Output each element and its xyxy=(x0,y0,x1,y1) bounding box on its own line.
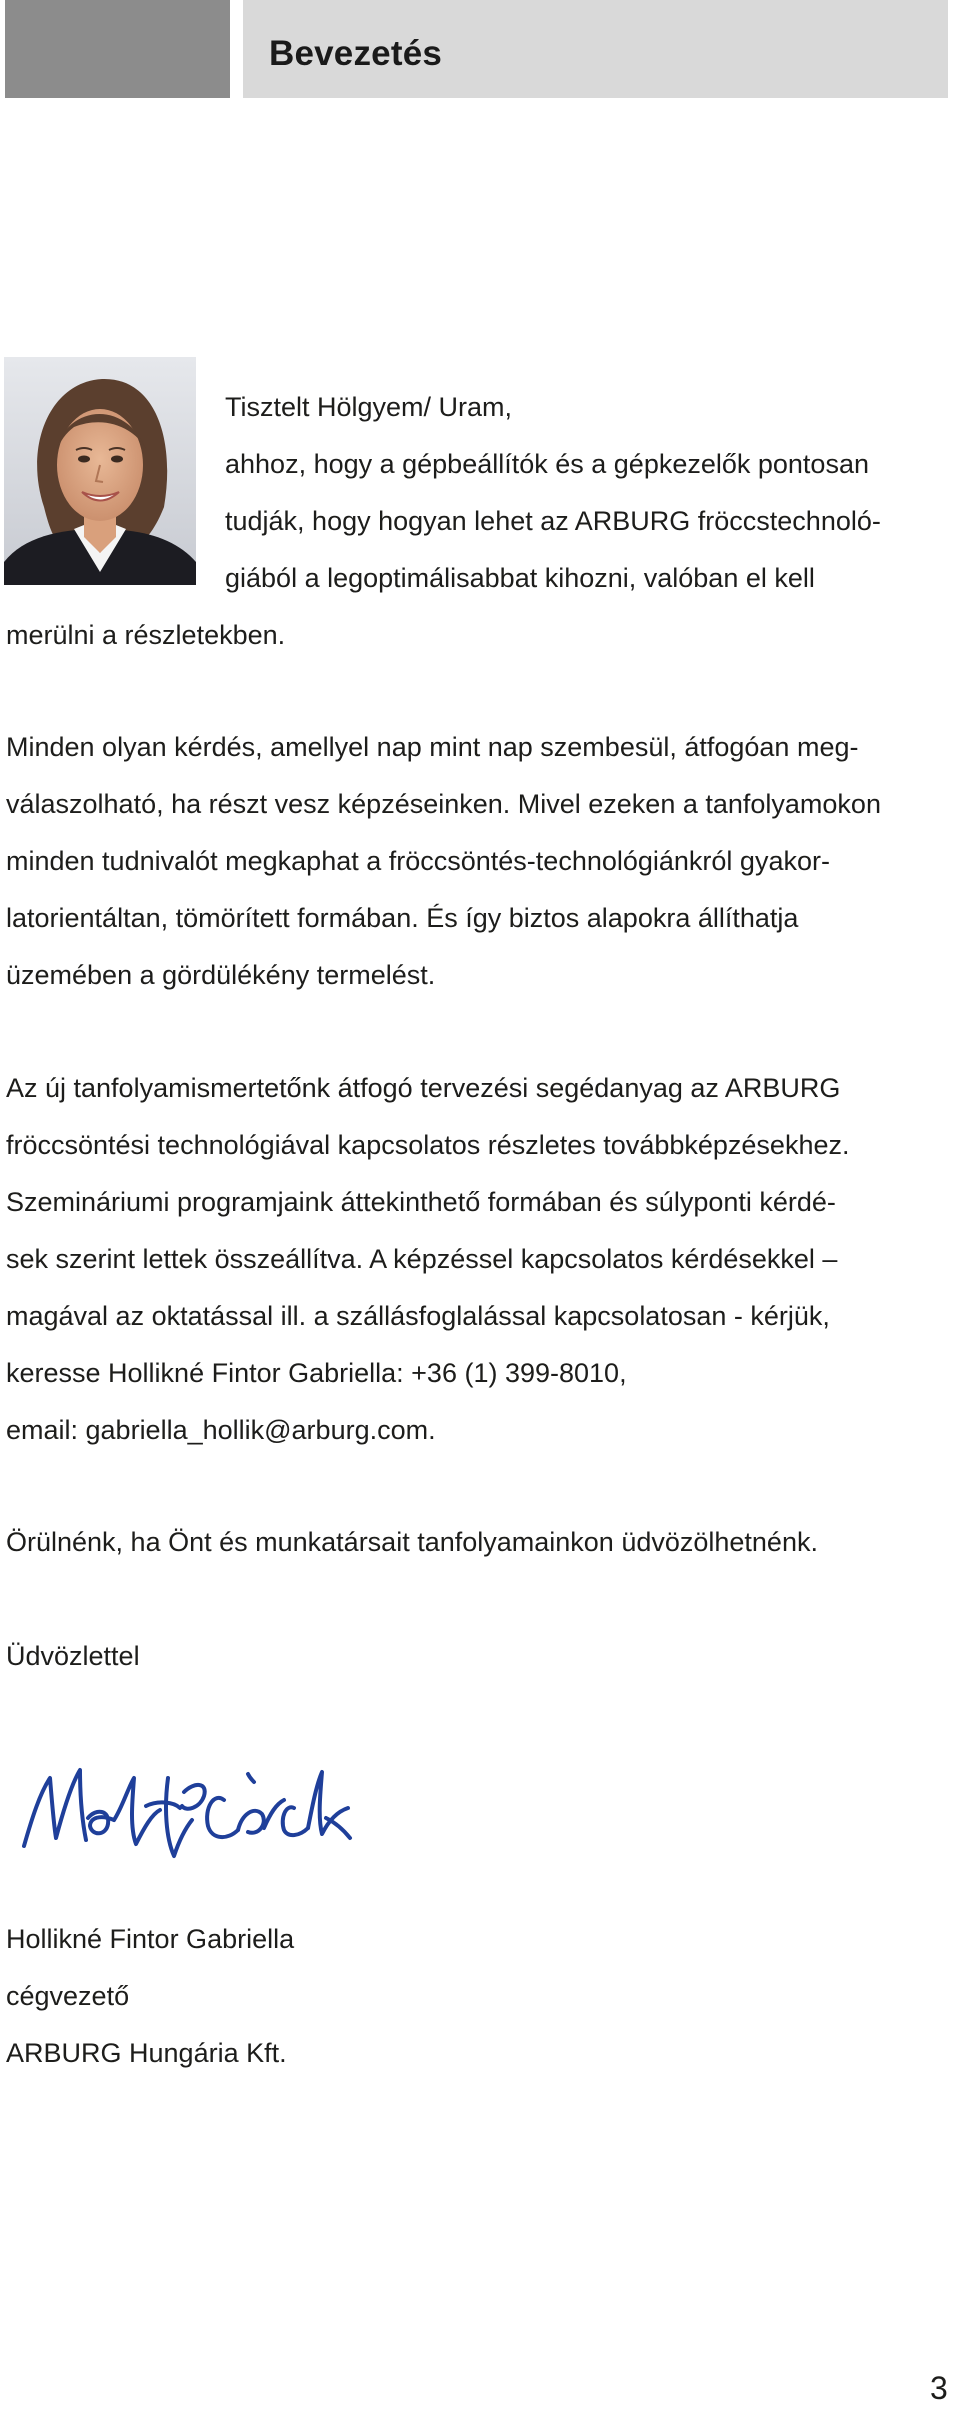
intro-line: tudják, hogy hogyan lehet az ARBURG fröccstechnoló- xyxy=(225,506,881,536)
signer-block xyxy=(6,1911,956,2082)
signer-title: cégvezető xyxy=(6,1981,130,2011)
paragraph-line: magával az oktatással ill. a szállásfoglalással kapcsolatosan - kérjük, xyxy=(6,1301,830,1331)
author-portrait xyxy=(4,357,196,585)
header-gray-block xyxy=(5,0,230,98)
paragraph-line: üzemében a gördülékény termelést. xyxy=(6,960,436,990)
portrait-image xyxy=(4,357,196,585)
paragraph-line: minden tudnivalót megkaphat a fröccsöntés-technológiánkról gyakor- xyxy=(6,846,830,876)
paragraph-line: latorientáltan, tömörített formában. És így biztos alapokra állíthatja xyxy=(6,903,799,933)
paragraph-line: Szemináriumi programjaink áttekinthető formában és súlyponti kérdé- xyxy=(6,1187,836,1217)
intro-line: merülni a részletekben. xyxy=(6,620,286,650)
intro-paragraph-top xyxy=(225,436,945,607)
page-number: 3 xyxy=(930,2370,948,2406)
intro-paragraph-bottom xyxy=(6,607,956,664)
training-paragraph xyxy=(6,719,956,1004)
brochure-paragraph xyxy=(6,1060,956,1459)
salutation: Tisztelt Hölgyem/ Uram, xyxy=(225,392,513,422)
page-title: Bevezetés xyxy=(269,34,443,73)
paragraph-line: válaszolható, ha részt vesz képzéseinken. Mivel ezeken a tanfolyamokon xyxy=(6,789,881,819)
signer-name: Hollikné Fintor Gabriella xyxy=(6,1924,295,1954)
intro-line: ahhoz, hogy a gépbeállítók és a gépkezelők pontosan xyxy=(225,449,869,479)
greeting: Üdvözlettel xyxy=(6,1641,140,1671)
signer-company: ARBURG Hungária Kft. xyxy=(6,2038,287,2068)
intro-line: giából a legoptimálisabbat kihozni, valóban el kell xyxy=(225,563,815,593)
paragraph-line: keresse Hollikné Fintor Gabriella: +36 (1) 399-8010, xyxy=(6,1358,627,1388)
paragraph-line: Minden olyan kérdés, amellyel nap mint nap szembesül, átfogóan meg- xyxy=(6,732,859,762)
closing-sentence: Örülnénk, ha Önt és munkatársait tanfolyamainkon üdvözölhetnénk. xyxy=(6,1527,818,1557)
paragraph-line: email: gabriella_hollik@arburg.com. xyxy=(6,1415,436,1445)
handwritten-signature-image xyxy=(18,1748,358,1878)
header-bar xyxy=(243,0,948,98)
paragraph-line: Az új tanfolyamismertetőnk átfogó tervezési segédanyag az ARBURG xyxy=(6,1073,841,1103)
paragraph-line: fröccsöntési technológiával kapcsolatos részletes továbbképzésekhez. xyxy=(6,1130,850,1160)
signature xyxy=(18,1748,358,1883)
paragraph-line: sek szerint lettek összeállítva. A képzéssel kapcsolatos kérdésekkel – xyxy=(6,1244,838,1274)
